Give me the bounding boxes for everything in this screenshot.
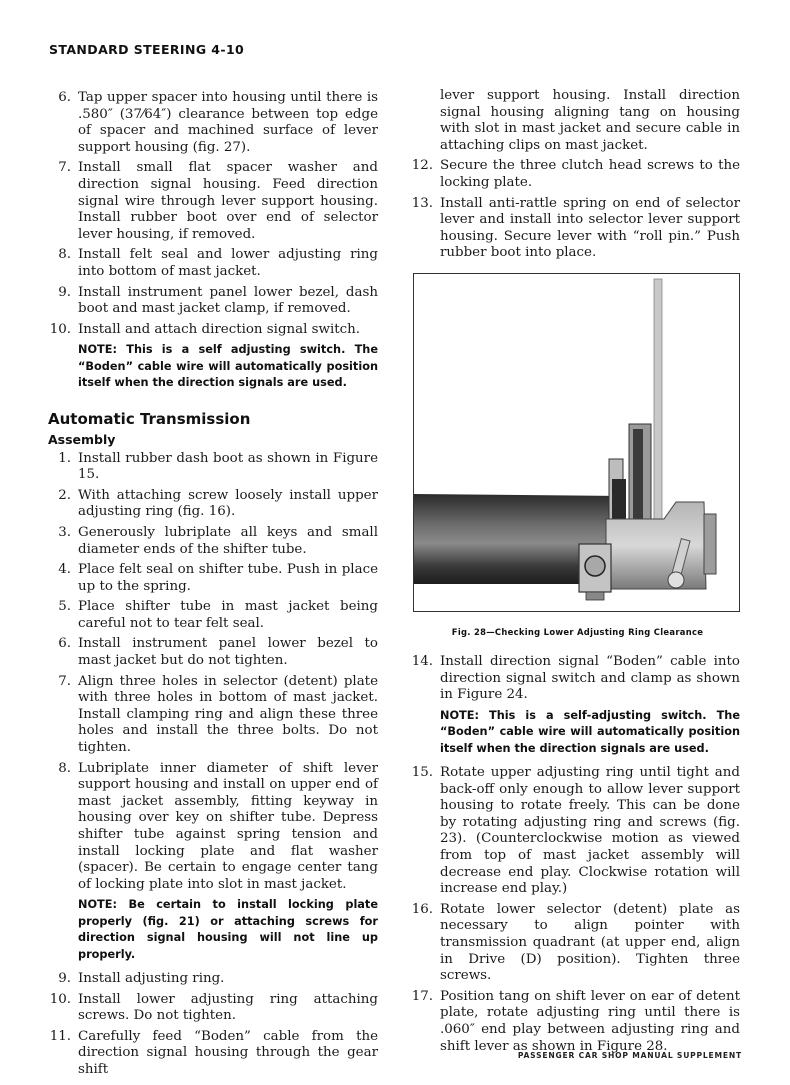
step-number: 7.	[58, 673, 71, 689]
step-number: 7.	[58, 160, 71, 176]
step-text: Place shifter tube in mast jacket being careful not to tear felt seal.	[78, 599, 378, 631]
note-self-adjusting-switch: NOTE: This is a self-adjusting switch. The “Boden” cable wire will automatically position itself when the direction signals are used.	[440, 708, 740, 755]
list-item	[48, 992, 378, 1025]
list-item	[410, 989, 740, 1055]
step-number: 2.	[58, 487, 71, 503]
steps-list-c	[48, 971, 378, 1079]
list-item	[48, 674, 378, 757]
list-item	[48, 562, 378, 595]
step-number: 12.	[411, 158, 433, 174]
sub-title: Assembly	[48, 431, 116, 447]
step-text: Secure the three clutch head screws to the locking plate.	[440, 158, 740, 190]
list-item	[48, 160, 378, 243]
page-footer: PASSENGER CAR SHOP MANUAL SUPPLEMENT	[517, 1051, 742, 1060]
list-item	[48, 90, 378, 156]
step-number: 8.	[58, 760, 71, 776]
step-text: Install and attach direction signal switch.	[78, 321, 361, 337]
step-text: Install lower adjusting ring attaching screws. Do not tighten.	[78, 991, 378, 1024]
step-number: 10.	[49, 991, 71, 1007]
list-item	[410, 765, 740, 898]
list-item	[48, 247, 378, 280]
list-item	[48, 636, 378, 669]
step-number: 11.	[49, 1028, 71, 1044]
steps-list-b	[48, 451, 378, 894]
figure-caption: Fig. 28—Checking Lower Adjusting Ring Clearance	[451, 627, 704, 637]
step-text: Install felt seal and lower adjusting ring into bottom of mast jacket.	[78, 247, 378, 279]
step-text: Install direction signal “Boden” cable into direction signal switch and clamp as shown in Figure 24.	[440, 654, 740, 703]
step-number: 6.	[58, 90, 71, 105]
step-number: 6.	[58, 636, 71, 652]
right-column-bottom	[410, 654, 740, 1059]
list-item	[410, 654, 740, 704]
figure-28-photo	[413, 273, 740, 612]
list-item	[48, 525, 378, 558]
step-text: Install instrument panel lower bezel, dash boot and mast jacket clamp, if removed.	[78, 284, 378, 317]
step-number: 10.	[49, 321, 71, 337]
step-number	[410, 88, 440, 154]
step-number: 9.	[58, 284, 71, 300]
page-header: STANDARD STEERING 4-10	[49, 42, 245, 57]
step-text: lever support housing. Install direction signal housing aligning tang on housing with slot in mast jacket and secure cable in attaching clips on mast jacket.	[440, 88, 740, 153]
list-item	[410, 902, 740, 985]
step-number: 15.	[411, 765, 433, 780]
feeler-gauge	[654, 279, 662, 544]
step-text: Rotate lower selector (detent) plate as necessary to align pointer with transmission quadrant (at upper end, align in Drive (D) position). Tighten three screws.	[440, 901, 740, 984]
step-text: Rotate upper adjusting ring until tight and back-off only enough to allow lever support housing to rotate freely. This can be done by rotating adjusting ring and screws (fig. 23). (Counterclockwise motion as viewed from top of mast jacket assembly will decrease end play. Clockwise rotation will increase end play.)	[440, 765, 740, 897]
list-item	[410, 158, 740, 191]
note-locking-plate: NOTE: Be certain to install locking plate properly (fig. 21) or attaching screws for direction signal housing will not line up properly.	[78, 898, 378, 961]
step-number: 9.	[58, 971, 71, 986]
step-text: Install instrument panel lower bezel to mast jacket but do not tighten.	[78, 636, 378, 669]
list-item-continuation	[410, 88, 740, 154]
list-item	[48, 451, 378, 484]
step-number: 8.	[58, 247, 71, 263]
list-item	[48, 488, 378, 521]
step-text: Install rubber dash boot as shown in Figure 15.	[78, 450, 378, 483]
note-self-adjusting: NOTE: This is a self adjusting switch. The “Boden” cable wire will automatically position itself when the direction signals are used.	[78, 343, 378, 390]
step-text: Generously lubriplate all keys and small diameter ends of the shifter tube.	[78, 524, 378, 557]
section-title: Automatic Transmission	[48, 409, 251, 428]
list-item	[48, 285, 378, 318]
step-text: Place felt seal on shifter tube. Push in place up to the spring.	[78, 562, 378, 594]
step-text: Install adjusting ring.	[78, 971, 225, 986]
step-number: 1.	[58, 450, 71, 466]
step-text: With attaching screw loosely install upper adjusting ring (fig. 16).	[78, 487, 378, 520]
step-number: 13.	[411, 195, 433, 211]
step-number: 17.	[411, 988, 433, 1004]
left-column	[48, 90, 378, 1083]
step-number: 14.	[411, 654, 433, 669]
list-item	[48, 322, 378, 339]
step-text: Position tang on shift lever on ear of detent plate, rotate adjusting ring until there is .060″ end play between adjusting ring and shift lever as shown in Figure 28.	[440, 988, 740, 1054]
step-number: 3.	[58, 524, 71, 540]
step-number: 16.	[411, 901, 433, 917]
bolt-head	[585, 556, 605, 576]
list-item	[48, 1029, 378, 1079]
list-item	[48, 971, 378, 988]
steps-list-a	[48, 90, 378, 338]
step-text: Install small flat spacer washer and direction signal housing. Feed direction signal wire through lever support housing. Install rubber boot over end of selector lever housing, if removed.	[78, 160, 378, 242]
list-item	[410, 196, 740, 262]
list-item	[48, 761, 378, 894]
right-column-top	[410, 88, 740, 266]
step-text: Carefully feed “Boden” cable from the direction signal housing through the gear shift	[78, 1028, 378, 1077]
step-text: Tap upper spacer into housing until there is .580″ (37⁄64″) clearance between top edge of spacer and machined surface of lever support housing (fig. 27).	[78, 90, 378, 155]
steering-mast-jacket-illustration	[414, 274, 739, 611]
step-text: Install anti-rattle spring on end of selector lever and install into selector lever support housing. Secure lever with “roll pin.” Push rubber boot into place.	[440, 195, 740, 261]
list-item	[48, 599, 378, 632]
step-text: Lubriplate inner diameter of shift lever support housing and install on upper end of mast jacket assembly, fitting keyway in housing over key on shifter tube. Depress shifter tube against spring tension and install locking plate and flat washer (spacer). Be certain to engage center tang of locking plate into slot in mast jacket.	[78, 760, 378, 892]
step-text: Align three holes in selector (detent) plate with three holes in bottom of mast jacket. Install clamping ring and align these three holes and install the three bolts. Do not tighten.	[78, 673, 378, 756]
step-number: 5.	[58, 599, 71, 615]
step-number: 4.	[58, 562, 71, 578]
